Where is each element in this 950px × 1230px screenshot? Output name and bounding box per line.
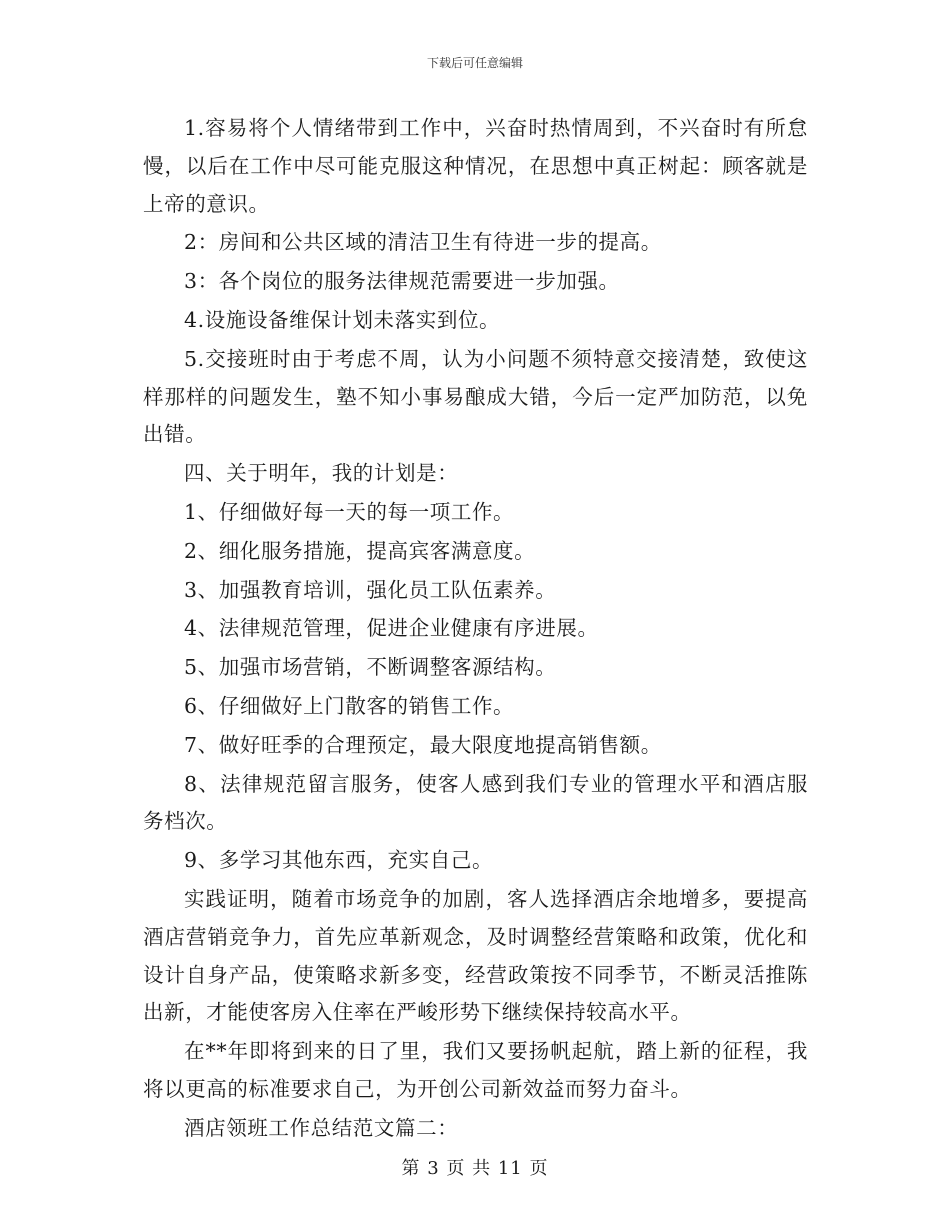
paragraph: 5.交接班时由于考虑不周，认为小问题不须特意交接清楚，致使这样那样的问题发生，塾不知小事易酿成大错，今后一定严加防范，以免出错。 bbox=[143, 346, 808, 447]
plan-item: 1、仔细做好每一天的每一项工作。 bbox=[184, 499, 515, 524]
paragraph: 3：各个岗位的服务法律规范需要进一步加强。 bbox=[184, 269, 620, 294]
plan-item: 6、仔细做好上门散客的销售工作。 bbox=[184, 693, 515, 718]
paragraph: 实践证明，随着市场竞争的加剧，客人选择酒店余地增多，要提高酒店营销竞争力，首先应革新观念，及时调整经营策略和政策，优化和设计自身产品，使策略求新多变，经营政策按不同季节，不断灵活推陈出新，才能使客房入住率在严峻形势下继续保持较高水平。 bbox=[143, 886, 808, 1025]
section-title: 酒店领班工作总结范文篇二： bbox=[184, 1115, 459, 1140]
document-body bbox=[143, 110, 808, 1149]
page-header: 下载后可任意编辑 bbox=[426, 56, 523, 70]
paragraph: 4.设施设备维保计划未落实到位。 bbox=[184, 307, 501, 332]
page-footer: 第 3 页 共 11 页 bbox=[401, 1158, 549, 1179]
paragraph: 2：房间和公共区域的清洁卫生有待进一步的提高。 bbox=[184, 230, 662, 255]
plan-item: 3、加强教育培训，强化员工队伍素养。 bbox=[184, 577, 557, 602]
plan-item: 4、法律规范管理，促进企业健康有序进展。 bbox=[184, 616, 599, 641]
plan-item: 2、细化服务措施，提高宾客满意度。 bbox=[184, 538, 536, 563]
plan-item: 7、做好旺季的合理预定，最大限度地提高销售额。 bbox=[184, 732, 662, 757]
plan-item: 9、多学习其他东西，充实自己。 bbox=[184, 848, 494, 873]
plan-item: 8、法律规范留言服务，使客人感到我们专业的管理水平和酒店服务档次。 bbox=[143, 771, 808, 834]
section-heading: 四、关于明年，我的计划是： bbox=[184, 461, 459, 486]
plan-item: 5、加强市场营销，不断调整客源结构。 bbox=[184, 655, 557, 680]
paragraph: 在**年即将到来的日了里，我们又要扬帆起航，踏上新的征程，我将以更高的标准要求自己，为开创公司新效益而努力奋斗。 bbox=[143, 1039, 808, 1101]
paragraph: 1.容易将个人情绪带到工作中，兴奋时热情周到，不兴奋时有所怠慢，以后在工作中尽可能克服这种情况，在思想中真正树起：顾客就是上帝的意识。 bbox=[143, 116, 808, 216]
